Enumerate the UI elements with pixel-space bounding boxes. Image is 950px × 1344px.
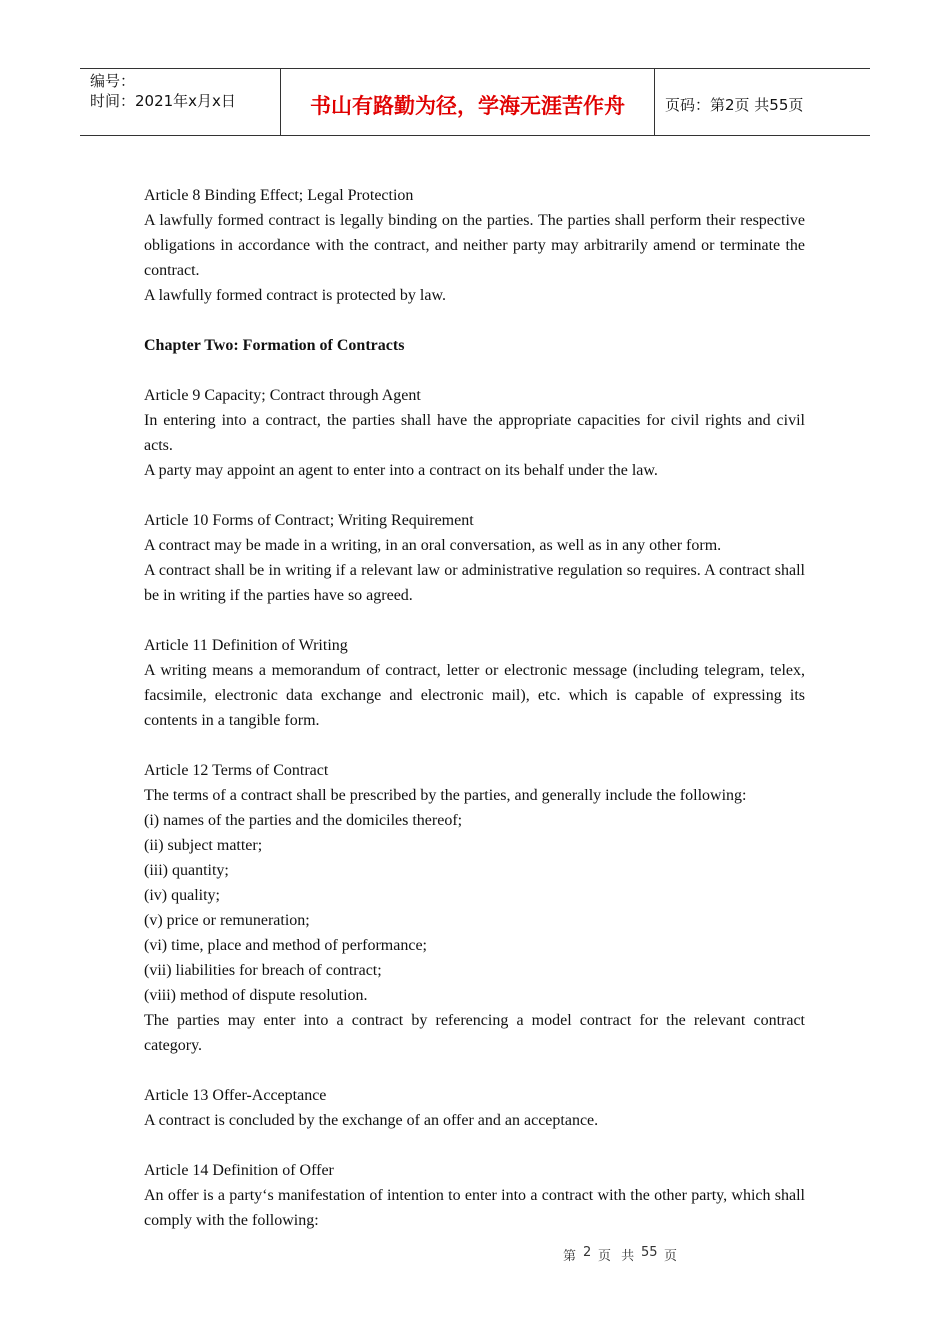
- paragraph-gap: [144, 308, 805, 333]
- article-heading: Article 8 Binding Effect; Legal Protection: [144, 187, 414, 204]
- paragraph-gap: [144, 1133, 805, 1158]
- footer-prefix: 第: [563, 1249, 577, 1264]
- article-heading: Article 12 Terms of Contract: [144, 762, 329, 779]
- header-motto: 书山有路勤为径，学海无涯苦作舟: [281, 69, 655, 135]
- paragraph: (i) names of the parties and the domiciles thereof;: [144, 812, 463, 829]
- paragraph: A contract is concluded by the exchange of an offer and an acceptance.: [144, 1112, 599, 1129]
- paragraph: An offer is a party‘s manifestation of intention to enter into a contract with the other party, which shall comply with the following:: [144, 1187, 805, 1229]
- footer-mid: 页 共: [598, 1249, 635, 1264]
- article-heading: Article 14 Definition of Offer: [144, 1162, 334, 1179]
- paragraph: A lawfully formed contract is protected by law.: [144, 287, 446, 304]
- paragraph-gap: [144, 608, 805, 633]
- paragraph: A contract may be made in a writing, in an oral conversation, as well as in any other form.: [144, 537, 722, 554]
- paragraph-gap: [144, 358, 805, 383]
- header-meta: [80, 69, 281, 135]
- paragraph: (iv) quality;: [144, 887, 220, 904]
- paragraph: A party may appoint an agent to enter into a contract on its behalf under the law.: [144, 462, 658, 479]
- article-heading: Article 9 Capacity; Contract through Agent: [144, 387, 421, 404]
- paragraph: (v) price or remuneration;: [144, 912, 310, 929]
- paragraph: (vi) time, place and method of performance;: [144, 937, 427, 954]
- page-header: [80, 68, 870, 136]
- paragraph: (viii) method of dispute resolution.: [144, 987, 368, 1004]
- article-heading: Article 13 Offer-Acceptance: [144, 1087, 327, 1104]
- paragraph-gap: [144, 733, 805, 758]
- document-time-label: 时间：2021年x月x日: [90, 92, 236, 110]
- article-heading: Article 10 Forms of Contract; Writing Requirement: [144, 512, 474, 529]
- paragraph: A contract shall be in writing if a relevant law or administrative regulation so requires. A contract shall be in writing if the parties have so agreed.: [144, 562, 805, 604]
- paragraph-gap: [144, 1058, 805, 1083]
- document-number-label: 编号：: [90, 72, 136, 90]
- paragraph: In entering into a contract, the parties shall have the appropriate capacities for civil rights and civil acts.: [144, 412, 805, 454]
- chapter-title: Chapter Two: Formation of Contracts: [144, 337, 405, 354]
- footer-total-pages: 55: [641, 1245, 658, 1260]
- article-heading: Article 11 Definition of Writing: [144, 637, 348, 654]
- paragraph: The terms of a contract shall be prescribed by the parties, and generally include the following:: [144, 787, 747, 804]
- document-body: [144, 183, 805, 1233]
- paragraph: (ii) subject matter;: [144, 837, 263, 854]
- paragraph: The parties may enter into a contract by referencing a model contract for the relevant contract category.: [144, 1012, 805, 1054]
- paragraph: A lawfully formed contract is legally binding on the parties. The parties shall perform their respective obligations in accordance with the contract, and neither party may arbitrarily amend or terminate the contract.: [144, 212, 805, 279]
- footer-suffix: 页: [664, 1249, 678, 1264]
- header-page-info: 页码：第2页 共55页: [665, 95, 804, 114]
- footer-page-number: 2: [583, 1245, 592, 1260]
- paragraph: (iii) quantity;: [144, 862, 229, 879]
- paragraph: A writing means a memorandum of contract, letter or electronic message (including telegram, telex, facsimile, electronic data exchange and electronic mail), etc. which is capable of expressing its contents in a tangible form.: [144, 662, 805, 729]
- paragraph-gap: [144, 483, 805, 508]
- paragraph: (vii) liabilities for breach of contract;: [144, 962, 382, 979]
